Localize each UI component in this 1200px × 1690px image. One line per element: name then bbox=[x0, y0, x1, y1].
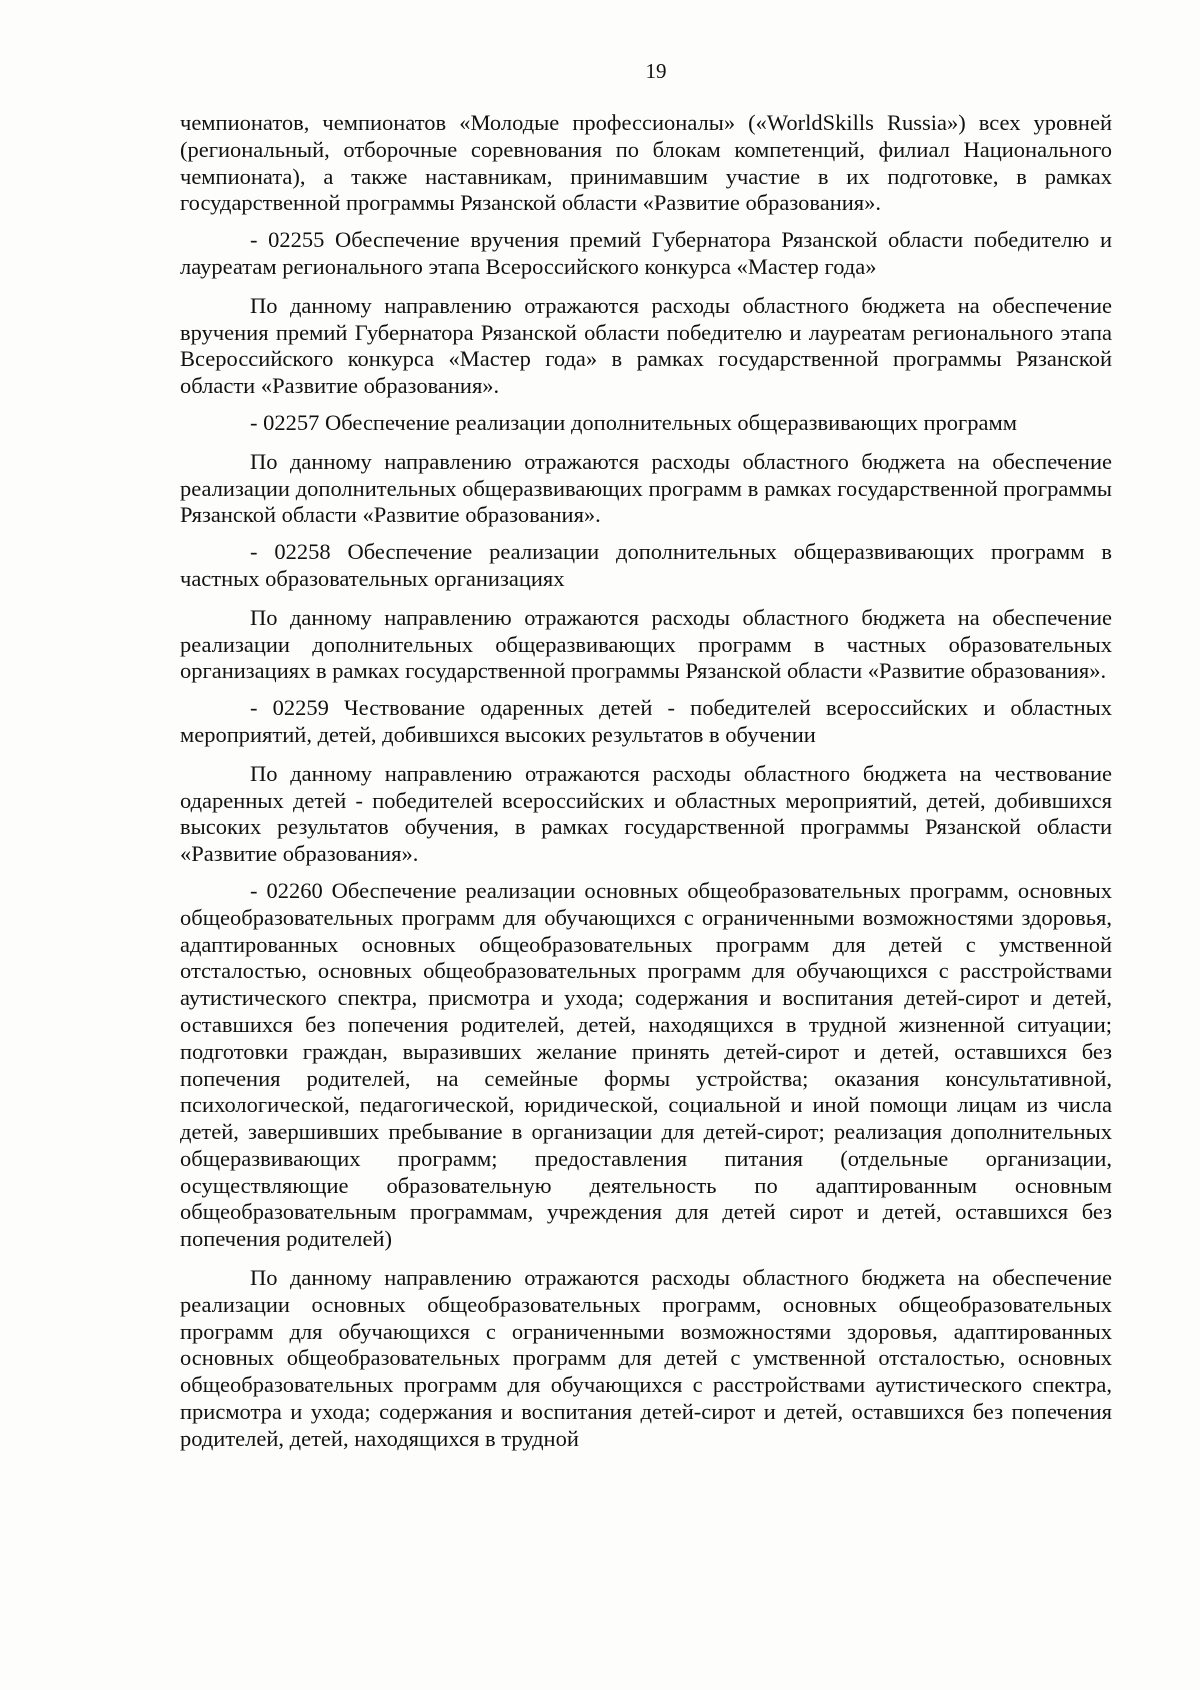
paragraph-02260-description: По данному направлению отражаются расходы областного бюджета на обеспечение реализации основных общеобразовательных программ, основных общеобразовательных программ для обучающихся с ограниченными возможностями здоровья, адаптированных основных общеобразовательных программ для детей с умственной отсталостью, основных общеобразовательных программ для обучающихся с расстройствами аутистического спектра, присмотра и ухода; содержания и воспитания детей-сирот и детей, оставшихся без попечения родителей, детей, находящихся в трудной bbox=[180, 1265, 1112, 1451]
section-heading-02258: - 02258 Обеспечение реализации дополнительных общеразвивающих программ в частных образовательных организациях bbox=[180, 539, 1112, 591]
section-heading-02259: - 02259 Чествование одаренных детей - победителей всероссийских и областных мероприятий, детей, добившихся высоких результатов в обучении bbox=[180, 695, 1112, 747]
paragraph-continuation: чемпионатов, чемпионатов «Молодые профессионалы» («WorldSkills Russia») всех уровней (региональный, отборочные соревнования по блокам компетенций, филиал Национального чемпионата), а также наставникам, принимавшим участие в их подготовке, в рамках государственной программы Рязанской области «Развитие образования». bbox=[180, 110, 1112, 216]
section-heading-02257: - 02257 Обеспечение реализации дополнительных общеразвивающих программ bbox=[250, 409, 1017, 435]
paragraph-02257-description: По данному направлению отражаются расходы областного бюджета на обеспечение реализации дополнительных общеразвивающих программ в рамках государственной программы Рязанской области «Развитие образования». bbox=[180, 448, 1112, 528]
paragraph-02258-description: По данному направлению отражаются расходы областного бюджета на обеспечение реализации дополнительных общеразвивающих программ в частных образовательных организациях в рамках государственной программы Рязанской области «Развитие образования». bbox=[180, 604, 1112, 684]
paragraph-02259-description: По данному направлению отражаются расходы областного бюджета на чествование одаренных детей - победителей всероссийских и областных мероприятий, детей, добившихся высоких результатов обучения, в рамках государственной программы Рязанской области «Развитие образования». bbox=[180, 760, 1112, 867]
page-number: 19 bbox=[645, 59, 667, 83]
section-heading-02260: - 02260 Обеспечение реализации основных общеобразовательных программ, основных общеобразовательных программ для обучающихся с ограниченными возможностями здоровья, адаптированных основных общеобразовательных программ для детей с умственной отсталостью, основных общеобразовательных программ для обучающихся с расстройствами аутистического спектра, присмотра и ухода; содержания и воспитания детей-сирот и детей, оставшихся без попечения родителей, детей, находящихся в трудной жизненной ситуации; подготовки граждан, выразивших желание принять детей-сирот и детей, оставшихся без попечения родителей, на семейные формы устройства; оказания консультативной, психологической, педагогической, юридической, социальной и иной помощи лицам из числа детей, завершивших пребывание в организации для детей-сирот; реализация дополнительных общеразвивающих программ; предоставления питания (отдельные организации, осуществляющие образовательную деятельность по адаптированным основным общеобразовательным программам, учреждения для детей сирот и детей, оставшихся без попечения родителей) bbox=[180, 877, 1112, 1252]
section-heading-02255: - 02255 Обеспечение вручения премий Губернатора Рязанской области победителю и лауреатам регионального этапа Всероссийского конкурса «Мастер года» bbox=[180, 227, 1112, 279]
paragraph-02255-description: По данному направлению отражаются расходы областного бюджета на обеспечение вручения премий Губернатора Рязанской области победителю и лауреатам регионального этапа Всероссийского конкурса «Мастер года» в рамках государственной программы Рязанской области «Развитие образования». bbox=[180, 292, 1112, 399]
